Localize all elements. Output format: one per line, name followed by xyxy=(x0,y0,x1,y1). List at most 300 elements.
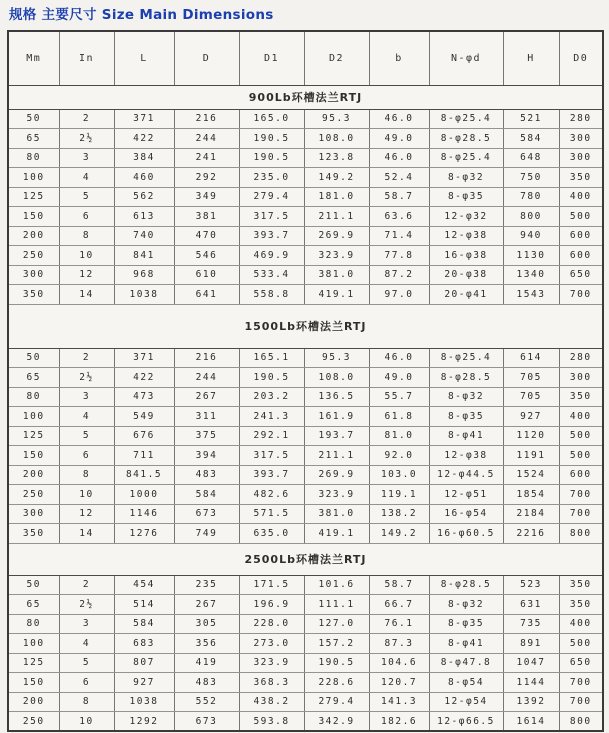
table-cell: 2184 xyxy=(503,504,559,524)
table-cell: 65 xyxy=(8,368,59,388)
table-cell: 705 xyxy=(503,387,559,407)
table-cell: 8-φ32 xyxy=(429,387,503,407)
table-cell: 4 xyxy=(59,407,114,427)
table-cell: 2½ xyxy=(59,129,114,149)
table-cell: 635.0 xyxy=(239,524,304,544)
table-cell: 65 xyxy=(8,595,59,615)
table-cell: 123.8 xyxy=(304,148,369,168)
table-cell: 55.7 xyxy=(369,387,429,407)
table-cell: 300 xyxy=(559,148,603,168)
table-cell: 8-φ35 xyxy=(429,614,503,634)
table-cell: 6 xyxy=(59,207,114,227)
table-cell: 1038 xyxy=(114,692,174,712)
column-header-d: D xyxy=(174,31,239,85)
table-cell: 780 xyxy=(503,187,559,207)
table-cell: 203.2 xyxy=(239,387,304,407)
table-row xyxy=(8,148,603,168)
section-title: 1500Lb环槽法兰RTJ xyxy=(8,304,603,348)
table-row xyxy=(8,348,603,368)
table-cell: 317.5 xyxy=(239,207,304,227)
table-cell: 58.7 xyxy=(369,187,429,207)
table-cell: 8-φ47.8 xyxy=(429,653,503,673)
table-cell: 8 xyxy=(59,692,114,712)
table-cell: 125 xyxy=(8,653,59,673)
table-cell: 87.3 xyxy=(369,634,429,654)
table-cell: 549 xyxy=(114,407,174,427)
table-cell: 171.5 xyxy=(239,575,304,595)
table-cell: 641 xyxy=(174,285,239,305)
table-cell: 381.0 xyxy=(304,265,369,285)
table-row xyxy=(8,226,603,246)
table-cell: 10 xyxy=(59,485,114,505)
table-cell: 5 xyxy=(59,653,114,673)
column-header-l: L xyxy=(114,31,174,85)
table-cell: 393.7 xyxy=(239,226,304,246)
table-cell: 149.2 xyxy=(369,524,429,544)
table-cell: 1146 xyxy=(114,504,174,524)
table-cell: 8-φ35 xyxy=(429,407,503,427)
table-cell: 711 xyxy=(114,446,174,466)
table-cell: 740 xyxy=(114,226,174,246)
table-cell: 2 xyxy=(59,575,114,595)
table-cell: 613 xyxy=(114,207,174,227)
table-cell: 600 xyxy=(559,246,603,266)
table-cell: 400 xyxy=(559,614,603,634)
table-cell: 100 xyxy=(8,407,59,427)
table-cell: 280 xyxy=(559,109,603,129)
table-cell: 800 xyxy=(503,207,559,227)
table-row xyxy=(8,426,603,446)
table-cell: 552 xyxy=(174,692,239,712)
table-cell: 8 xyxy=(59,226,114,246)
table-cell: 181.0 xyxy=(304,187,369,207)
table-cell: 700 xyxy=(559,692,603,712)
table-cell: 700 xyxy=(559,285,603,305)
table-cell: 469.9 xyxy=(239,246,304,266)
table-row xyxy=(8,407,603,427)
table-cell: 571.5 xyxy=(239,504,304,524)
table-cell: 250 xyxy=(8,485,59,505)
table-cell: 422 xyxy=(114,129,174,149)
table-cell: 46.0 xyxy=(369,109,429,129)
column-header-nphd: N-φd xyxy=(429,31,503,85)
table-row xyxy=(8,187,603,207)
table-cell: 8-φ28.5 xyxy=(429,575,503,595)
table-cell: 149.2 xyxy=(304,168,369,188)
table-cell: 593.8 xyxy=(239,712,304,732)
table-cell: 1276 xyxy=(114,524,174,544)
table-cell: 650 xyxy=(559,653,603,673)
table-cell: 648 xyxy=(503,148,559,168)
table-row xyxy=(8,446,603,466)
table-cell: 2½ xyxy=(59,595,114,615)
table-cell: 241.3 xyxy=(239,407,304,427)
table-cell: 500 xyxy=(559,634,603,654)
table-cell: 1047 xyxy=(503,653,559,673)
table-cell: 111.1 xyxy=(304,595,369,615)
table-cell: 267 xyxy=(174,387,239,407)
table-cell: 940 xyxy=(503,226,559,246)
table-cell: 61.8 xyxy=(369,407,429,427)
table-cell: 614 xyxy=(503,348,559,368)
table-cell: 4 xyxy=(59,168,114,188)
table-cell: 368.3 xyxy=(239,673,304,693)
table-cell: 5 xyxy=(59,426,114,446)
table-cell: 65 xyxy=(8,129,59,149)
dimensions-table xyxy=(7,30,604,732)
table-cell: 323.9 xyxy=(239,653,304,673)
table-cell: 419.1 xyxy=(304,285,369,305)
table-cell: 12-φ44.5 xyxy=(429,465,503,485)
table-cell: 250 xyxy=(8,712,59,732)
table-cell: 2½ xyxy=(59,368,114,388)
column-header-b: b xyxy=(369,31,429,85)
table-cell: 454 xyxy=(114,575,174,595)
table-cell: 228.0 xyxy=(239,614,304,634)
table-row xyxy=(8,368,603,388)
table-row xyxy=(8,712,603,732)
table-cell: 650 xyxy=(559,265,603,285)
table-cell: 6 xyxy=(59,446,114,466)
table-cell: 196.9 xyxy=(239,595,304,615)
table-cell: 292 xyxy=(174,168,239,188)
table-cell: 12-φ38 xyxy=(429,226,503,246)
table-cell: 150 xyxy=(8,673,59,693)
table-cell: 400 xyxy=(559,407,603,427)
column-header-h: H xyxy=(503,31,559,85)
table-cell: 138.2 xyxy=(369,504,429,524)
table-row xyxy=(8,168,603,188)
table-cell: 562 xyxy=(114,187,174,207)
table-cell: 300 xyxy=(8,504,59,524)
table-cell: 1191 xyxy=(503,446,559,466)
table-cell: 14 xyxy=(59,524,114,544)
table-cell: 193.7 xyxy=(304,426,369,446)
table-cell: 108.0 xyxy=(304,368,369,388)
table-cell: 250 xyxy=(8,246,59,266)
table-cell: 350 xyxy=(8,524,59,544)
table-cell: 49.0 xyxy=(369,368,429,388)
table-cell: 735 xyxy=(503,614,559,634)
table-row xyxy=(8,614,603,634)
table-cell: 350 xyxy=(559,575,603,595)
table-cell: 350 xyxy=(559,387,603,407)
table-cell: 141.3 xyxy=(369,692,429,712)
table-cell: 350 xyxy=(559,595,603,615)
table-cell: 356 xyxy=(174,634,239,654)
table-cell: 317.5 xyxy=(239,446,304,466)
table-cell: 66.7 xyxy=(369,595,429,615)
table-cell: 101.6 xyxy=(304,575,369,595)
table-cell: 546 xyxy=(174,246,239,266)
table-cell: 8-φ41 xyxy=(429,426,503,446)
table-cell: 228.6 xyxy=(304,673,369,693)
table-cell: 8-φ28.5 xyxy=(429,129,503,149)
table-cell: 584 xyxy=(174,485,239,505)
table-cell: 46.0 xyxy=(369,348,429,368)
table-cell: 1120 xyxy=(503,426,559,446)
column-header-d2: D2 xyxy=(304,31,369,85)
table-cell: 419.1 xyxy=(304,524,369,544)
table-cell: 4 xyxy=(59,634,114,654)
table-cell: 927 xyxy=(503,407,559,427)
table-cell: 12 xyxy=(59,265,114,285)
table-cell: 269.9 xyxy=(304,226,369,246)
table-cell: 87.2 xyxy=(369,265,429,285)
table-cell: 500 xyxy=(559,426,603,446)
table-cell: 16-φ60.5 xyxy=(429,524,503,544)
table-cell: 16-φ54 xyxy=(429,504,503,524)
table-cell: 80 xyxy=(8,387,59,407)
table-cell: 52.4 xyxy=(369,168,429,188)
table-cell: 422 xyxy=(114,368,174,388)
table-row xyxy=(8,524,603,544)
table-cell: 200 xyxy=(8,692,59,712)
table-cell: 50 xyxy=(8,575,59,595)
table-cell: 349 xyxy=(174,187,239,207)
table-cell: 8-φ41 xyxy=(429,634,503,654)
table-cell: 394 xyxy=(174,446,239,466)
table-cell: 77.8 xyxy=(369,246,429,266)
table-row xyxy=(8,387,603,407)
table-cell: 190.5 xyxy=(304,653,369,673)
table-cell: 150 xyxy=(8,446,59,466)
table-cell: 119.1 xyxy=(369,485,429,505)
table-cell: 104.6 xyxy=(369,653,429,673)
table-cell: 49.0 xyxy=(369,129,429,149)
table-cell: 100 xyxy=(8,168,59,188)
table-cell: 3 xyxy=(59,148,114,168)
table-cell: 12 xyxy=(59,504,114,524)
table-cell: 2 xyxy=(59,348,114,368)
table-cell: 12-φ32 xyxy=(429,207,503,227)
table-cell: 58.7 xyxy=(369,575,429,595)
table-cell: 127.0 xyxy=(304,614,369,634)
table-cell: 523 xyxy=(503,575,559,595)
table-cell: 700 xyxy=(559,485,603,505)
table-cell: 483 xyxy=(174,673,239,693)
table-cell: 371 xyxy=(114,109,174,129)
table-cell: 521 xyxy=(503,109,559,129)
table-cell: 244 xyxy=(174,129,239,149)
table-cell: 473 xyxy=(114,387,174,407)
table-cell: 8 xyxy=(59,465,114,485)
table-cell: 8-φ32 xyxy=(429,595,503,615)
table-cell: 841.5 xyxy=(114,465,174,485)
table-cell: 631 xyxy=(503,595,559,615)
table-cell: 244 xyxy=(174,368,239,388)
table-row xyxy=(8,265,603,285)
table-cell: 350 xyxy=(8,285,59,305)
table-cell: 3 xyxy=(59,387,114,407)
page-title: 规格 主要尺寸 Size Main Dimensions xyxy=(9,7,274,23)
table-cell: 216 xyxy=(174,109,239,129)
table-cell: 80 xyxy=(8,148,59,168)
table-row xyxy=(8,504,603,524)
table-cell: 1543 xyxy=(503,285,559,305)
section-title: 2500Lb环槽法兰RTJ xyxy=(8,543,603,575)
table-cell: 514 xyxy=(114,595,174,615)
table-cell: 292.1 xyxy=(239,426,304,446)
table-cell: 20-φ38 xyxy=(429,265,503,285)
table-cell: 211.1 xyxy=(304,446,369,466)
table-cell: 3 xyxy=(59,614,114,634)
table-row xyxy=(8,207,603,227)
table-cell: 300 xyxy=(559,368,603,388)
table-row xyxy=(8,653,603,673)
table-cell: 279.4 xyxy=(239,187,304,207)
table-cell: 6 xyxy=(59,673,114,693)
table-cell: 1854 xyxy=(503,485,559,505)
table-cell: 1524 xyxy=(503,465,559,485)
table-cell: 558.8 xyxy=(239,285,304,305)
table-row xyxy=(8,285,603,305)
table-cell: 103.0 xyxy=(369,465,429,485)
table-cell: 125 xyxy=(8,426,59,446)
table-cell: 136.5 xyxy=(304,387,369,407)
table-cell: 200 xyxy=(8,226,59,246)
table-cell: 683 xyxy=(114,634,174,654)
table-cell: 1392 xyxy=(503,692,559,712)
table-cell: 71.4 xyxy=(369,226,429,246)
table-cell: 600 xyxy=(559,226,603,246)
table-cell: 470 xyxy=(174,226,239,246)
table-cell: 161.9 xyxy=(304,407,369,427)
table-cell: 705 xyxy=(503,368,559,388)
table-cell: 1340 xyxy=(503,265,559,285)
column-header-mm: Mm xyxy=(8,31,59,85)
table-row xyxy=(8,129,603,149)
table-body xyxy=(8,85,603,731)
table-cell: 8-φ25.4 xyxy=(429,109,503,129)
table-cell: 50 xyxy=(8,109,59,129)
table-cell: 241 xyxy=(174,148,239,168)
column-header-d1: D1 xyxy=(239,31,304,85)
table-cell: 211.1 xyxy=(304,207,369,227)
table-cell: 483 xyxy=(174,465,239,485)
table-cell: 300 xyxy=(8,265,59,285)
table-cell: 14 xyxy=(59,285,114,305)
table-cell: 533.4 xyxy=(239,265,304,285)
table-cell: 95.3 xyxy=(304,109,369,129)
table-cell: 700 xyxy=(559,673,603,693)
table-cell: 95.3 xyxy=(304,348,369,368)
table-cell: 165.0 xyxy=(239,109,304,129)
table-cell: 2216 xyxy=(503,524,559,544)
table-cell: 300 xyxy=(559,129,603,149)
table-cell: 749 xyxy=(174,524,239,544)
table-cell: 150 xyxy=(8,207,59,227)
table-cell: 2 xyxy=(59,109,114,129)
table-cell: 280 xyxy=(559,348,603,368)
table-cell: 190.5 xyxy=(239,148,304,168)
table-cell: 125 xyxy=(8,187,59,207)
table-cell: 235 xyxy=(174,575,239,595)
table-cell: 371 xyxy=(114,348,174,368)
section-header-row xyxy=(8,543,603,575)
table-row xyxy=(8,246,603,266)
table-cell: 12-φ51 xyxy=(429,485,503,505)
table-cell: 235.0 xyxy=(239,168,304,188)
table-cell: 200 xyxy=(8,465,59,485)
table-cell: 63.6 xyxy=(369,207,429,227)
table-cell: 8-φ25.4 xyxy=(429,148,503,168)
table-cell: 16-φ38 xyxy=(429,246,503,266)
table-cell: 8-φ54 xyxy=(429,673,503,693)
table-row xyxy=(8,485,603,505)
table-cell: 1130 xyxy=(503,246,559,266)
table-cell: 350 xyxy=(559,168,603,188)
table-cell: 12-φ66.5 xyxy=(429,712,503,732)
table-cell: 584 xyxy=(503,129,559,149)
table-cell: 8-φ32 xyxy=(429,168,503,188)
table-cell: 482.6 xyxy=(239,485,304,505)
table-row xyxy=(8,109,603,129)
header-row xyxy=(8,31,603,85)
table-cell: 1614 xyxy=(503,712,559,732)
table-cell: 438.2 xyxy=(239,692,304,712)
table-cell: 375 xyxy=(174,426,239,446)
table-cell: 10 xyxy=(59,712,114,732)
table-cell: 157.2 xyxy=(304,634,369,654)
table-row xyxy=(8,575,603,595)
table-cell: 610 xyxy=(174,265,239,285)
table-cell: 92.0 xyxy=(369,446,429,466)
table-cell: 891 xyxy=(503,634,559,654)
table-cell: 5 xyxy=(59,187,114,207)
table-cell: 500 xyxy=(559,207,603,227)
table-cell: 381.0 xyxy=(304,504,369,524)
table-row xyxy=(8,634,603,654)
column-header-d0: D0 xyxy=(559,31,603,85)
table-cell: 100 xyxy=(8,634,59,654)
table-cell: 108.0 xyxy=(304,129,369,149)
table-cell: 500 xyxy=(559,446,603,466)
table-cell: 1000 xyxy=(114,485,174,505)
table-cell: 1144 xyxy=(503,673,559,693)
table-cell: 273.0 xyxy=(239,634,304,654)
table-cell: 323.9 xyxy=(304,246,369,266)
table-cell: 80 xyxy=(8,614,59,634)
table-cell: 1292 xyxy=(114,712,174,732)
table-cell: 600 xyxy=(559,465,603,485)
table-cell: 700 xyxy=(559,504,603,524)
table-cell: 10 xyxy=(59,246,114,266)
table-cell: 400 xyxy=(559,187,603,207)
table-cell: 20-φ41 xyxy=(429,285,503,305)
table-cell: 841 xyxy=(114,246,174,266)
table-cell: 269.9 xyxy=(304,465,369,485)
table-cell: 460 xyxy=(114,168,174,188)
table-cell: 750 xyxy=(503,168,559,188)
table-cell: 97.0 xyxy=(369,285,429,305)
table-row xyxy=(8,692,603,712)
table-cell: 1038 xyxy=(114,285,174,305)
table-cell: 76.1 xyxy=(369,614,429,634)
table-cell: 800 xyxy=(559,712,603,732)
table-cell: 676 xyxy=(114,426,174,446)
table-cell: 800 xyxy=(559,524,603,544)
table-cell: 165.1 xyxy=(239,348,304,368)
table-cell: 305 xyxy=(174,614,239,634)
table-cell: 342.9 xyxy=(304,712,369,732)
table-cell: 8-φ28.5 xyxy=(429,368,503,388)
table-cell: 267 xyxy=(174,595,239,615)
table-row xyxy=(8,673,603,693)
table-cell: 673 xyxy=(174,712,239,732)
table-cell: 323.9 xyxy=(304,485,369,505)
table-cell: 927 xyxy=(114,673,174,693)
